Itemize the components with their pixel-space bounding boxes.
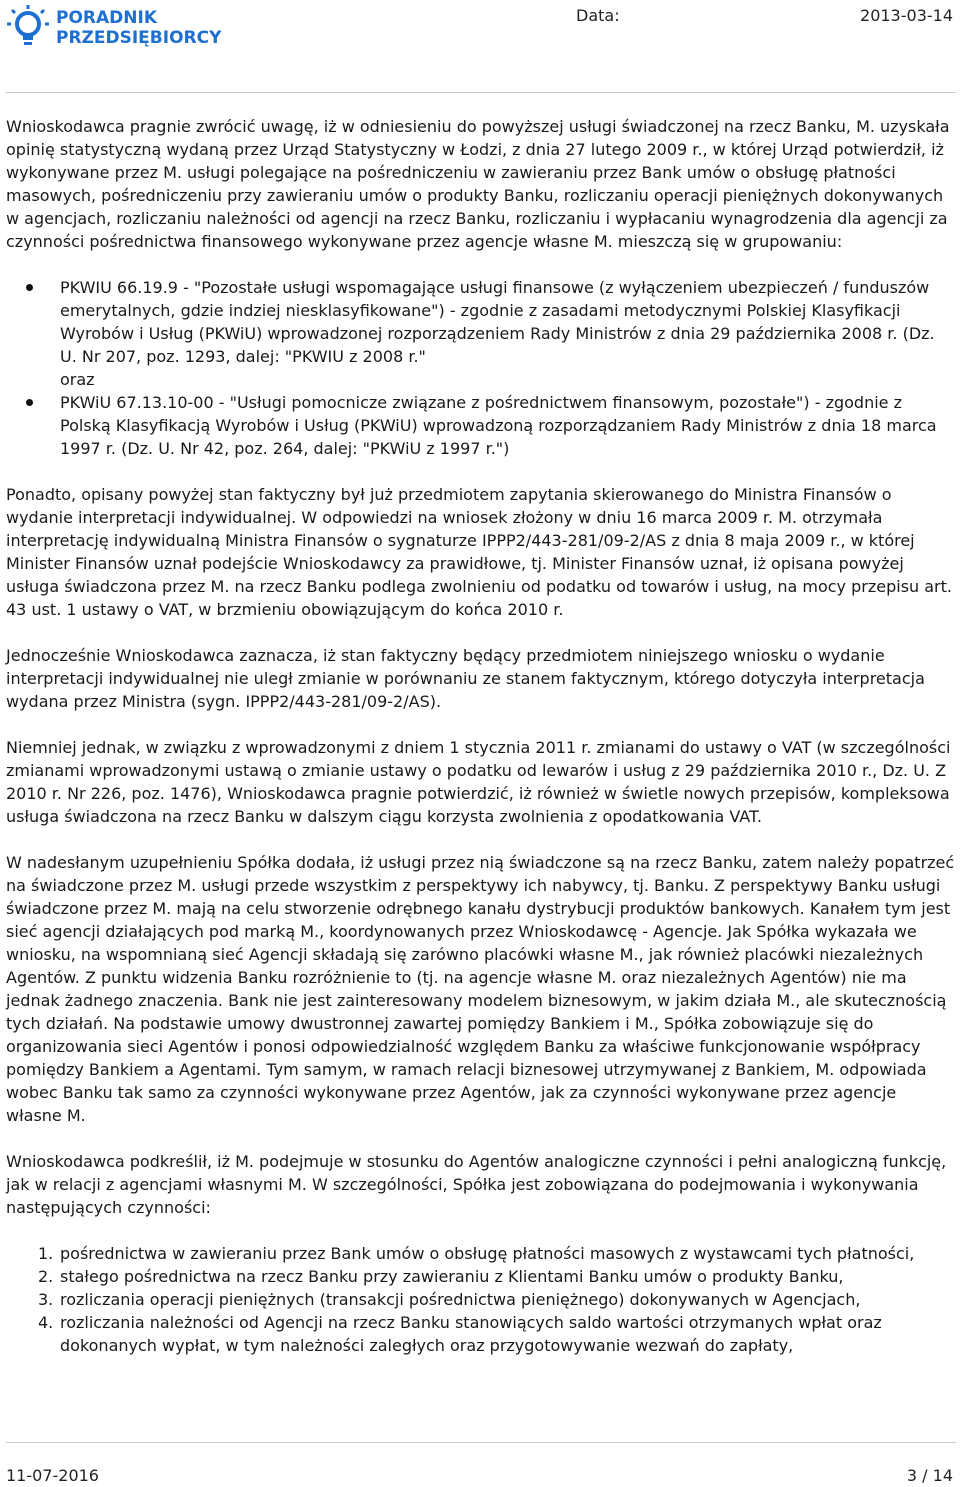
item-number: 4. [38, 1313, 54, 1332]
item-text: pośrednictwa w zawieraniu przez Bank umów o obsługę płatności masowych z wystawcami tych płatności, [60, 1244, 915, 1263]
logo-text [56, 8, 221, 48]
header-divider [6, 92, 956, 93]
paragraph: Wnioskodawca podkreślił, iż M. podejmuje w stosunku do Agentów analogiczne czynności i pełni analogiczną funkcję, jak w relacji z agencjami własnymi M. W szczególności, Spółka jest zobowiązana do podejmowania i wykonywania następujących czynności: [6, 1152, 947, 1217]
paragraph: W nadesłanym uzupełnieniu Spółka dodała, iż usługi przez nią świadczone są na rzecz Banku, zatem należy popatrzeć na świadczone przez M. usługi przede wszystkim z perspektywy ich nabywcy, tj. Banku. Z perspektywy Banku usługi świadczone przez M. mają na celu stworzenie odrębnego kanału dystrybucji produktów bankowych. Kanałem tym jest sieć agencji działających pod marką M., koordynowanych przez Wnioskodawcę - Agencje. Jak Spółka wykazała we wniosku, na wspomnianą sieć Agencji składają się zarówno placówki własne M., jak również placówki niezależnych Agentów. Z punktu widzenia Banku rozróżnienie to (tj. na agencje własne M. oraz niezależnych Agentów) nie ma jednak żadnego znaczenia. Bank nie jest zainteresowany modelem biznesowym, w jakim działa M., ale skutecznością tych działań. Na podstawie umowy dwustronnej zawartej pomiędzy Bankiem i M., Spółka zobowiązuje się do organizowania sieci Agentów i ponosi odpowiedzialność względem Banku za właściwe funkcjonowanie współpracy pomiędzy Bankiem a Agentami. Tym samym, w ramach relacji biznesowej utrzymywanej z Bankiem, M. odpowiada wobec Banku tak samo za czynności wykonywane przez Agentów, jak za czynności wykonywane przez agencje własne M. [6, 853, 955, 1125]
logo-line-2: PRZEDSIĘBIORCY [56, 28, 222, 48]
bullet-dot [26, 284, 33, 291]
bullet-joiner: oraz [60, 370, 95, 389]
paragraph: Ponadto, opisany powyżej stan faktyczny był już przedmiotem zapytania skierowanego do Ministra Finansów o wydanie interpretacji indywidualnej. W odpowiedzi na wniosek złożony w dniu 16 marca 2009 r. M. otrzymała interpretację indywidualną Ministra Finansów o sygnaturze IPPP2/443-281/09-2/AS z dnia 8 maja 2009 r., w której Minister Finansów uznał podejście Wnioskodawcy za prawidłowe, tj. Minister Finansów uznał, iż opisana powyżej usługa świadczona przez M. na rzecz Banku podlega zwolnieniu od podatku od towarów i usług, na mocy przepisu art. 43 ust. 1 ustawy o VAT, w brzmieniu obowiązującym do końca 2010 r. [6, 485, 952, 619]
paragraph: Wnioskodawca pragnie zwrócić uwagę, iż w odniesieniu do powyższej usługi świadczonej na rzecz Banku, M. uzyskała opinię statystyczną wydaną przez Urząd Statystyczny w Łodzi, z dnia 27 lutego 2009 r., w której Urząd potwierdził, iż wykonywane przez M. usługi polegające na pośredniczeniu w zawieraniu przez Bank umów o obsługę płatności masowych, pośredniczeniu przy zawieraniu umów o produkty Banku, rozliczaniu operacji pieniężnych dokonywanych w agencjach, rozliczaniu należności od agencji na rzecz Banku, rozliczaniu i wypłacaniu wynagrodzenia dla agencji za czynności pośrednictwa finansowego wykonywane przez agencje własne M. mieszczą się w grupowaniu: [6, 117, 950, 251]
item-text: rozliczania należności od Agencji na rzecz Banku stanowiących saldo wartości otrzymanych wpłat oraz dokonanych wypłat, w tym należności zaległych oraz przygotowywanie wezwań do zapłaty, [60, 1313, 882, 1355]
numbered-item [38, 1242, 956, 1265]
bullet-text: PKWiU 67.13.10-00 - "Usługi pomocnicze związane z pośrednictwem finansowym, pozostałe") - zgodnie z Polską Klasyfikacją Wyrobów i Usług (PKWiU) wprowadzoną rozporządzaniem Rady Ministrów z dnia 18 marca 1997 r. (Dz. U. Nr 42, poz. 264, dalej: "PKWiU z 1997 r.") [60, 393, 937, 458]
footer-divider [6, 1442, 956, 1443]
date-label: Data: [576, 6, 620, 25]
bullet-text: PKWIU 66.19.9 - "Pozostałe usługi wspomagające usługi finansowe (z wyłączeniem ubezpieczeń / funduszów emerytalnych, gdzie indziej niesklasyfikowane") - zgodnie z zasadami metodycznymi Polskiej Klasyfikacji Wyrobów i Usług (PKWiU) wprowadzonej rozporządzeniem Rady Ministrów z dnia 29 października 2008 r. (Dz. U. Nr 207, poz. 1293, dalej: "PKWIU z 2008 r." [60, 278, 935, 366]
item-number: 3. [38, 1290, 54, 1309]
numbered-item [38, 1311, 956, 1357]
date-value: 2013-03-14 [860, 6, 953, 25]
document-body [6, 115, 956, 1357]
numbered-list [6, 1242, 956, 1357]
bullet-item [60, 391, 956, 460]
numbered-item [38, 1265, 956, 1288]
logo [6, 4, 221, 54]
numbered-item [38, 1288, 956, 1311]
logo-line-1: PORADNIK [56, 8, 157, 28]
bullet-dot [26, 399, 33, 406]
bullet-item [60, 276, 956, 391]
lightbulb-icon [6, 4, 50, 54]
item-text: rozliczania operacji pieniężnych (transakcji pośrednictwa pieniężnego) dokonywanych w Agencjach, [60, 1290, 861, 1309]
paragraph: Jednocześnie Wnioskodawca zaznacza, iż stan faktyczny będący przedmiotem niniejszego wniosku o wydanie interpretacji indywidualnej nie uległ zmianie w porównaniu ze stanem faktycznym, którego dotyczyła interpretacja wydana przez Ministra (sygn. IPPP2/443-281/09-2/AS). [6, 646, 925, 711]
page-number: 3 / 14 [906, 1466, 953, 1485]
footer-date: 11-07-2016 [6, 1466, 99, 1485]
item-number: 1. [38, 1244, 54, 1263]
bullet-list [6, 276, 956, 460]
paragraph: Niemniej jednak, w związku z wprowadzonymi z dniem 1 stycznia 2011 r. zmianami do ustawy o VAT (w szczególności zmianami wprowadzonymi ustawą o zmianie ustawy o podatku od lewarów i usług z 29 października 2010 r., Dz. U. Z 2010 r. Nr 226, poz. 1476), Wnioskodawca pragnie potwierdzić, iż również w świetle nowych przepisów, kompleksowa usługa świadczona na rzecz Banku w dalszym ciągu korzysta zwolnienia z opodatkowania VAT. [6, 738, 951, 826]
item-text: stałego pośrednictwa na rzecz Banku przy zawieraniu z Klientami Banku umów o produkty Banku, [60, 1267, 844, 1286]
page-header [0, 0, 960, 60]
item-number: 2. [38, 1267, 54, 1286]
